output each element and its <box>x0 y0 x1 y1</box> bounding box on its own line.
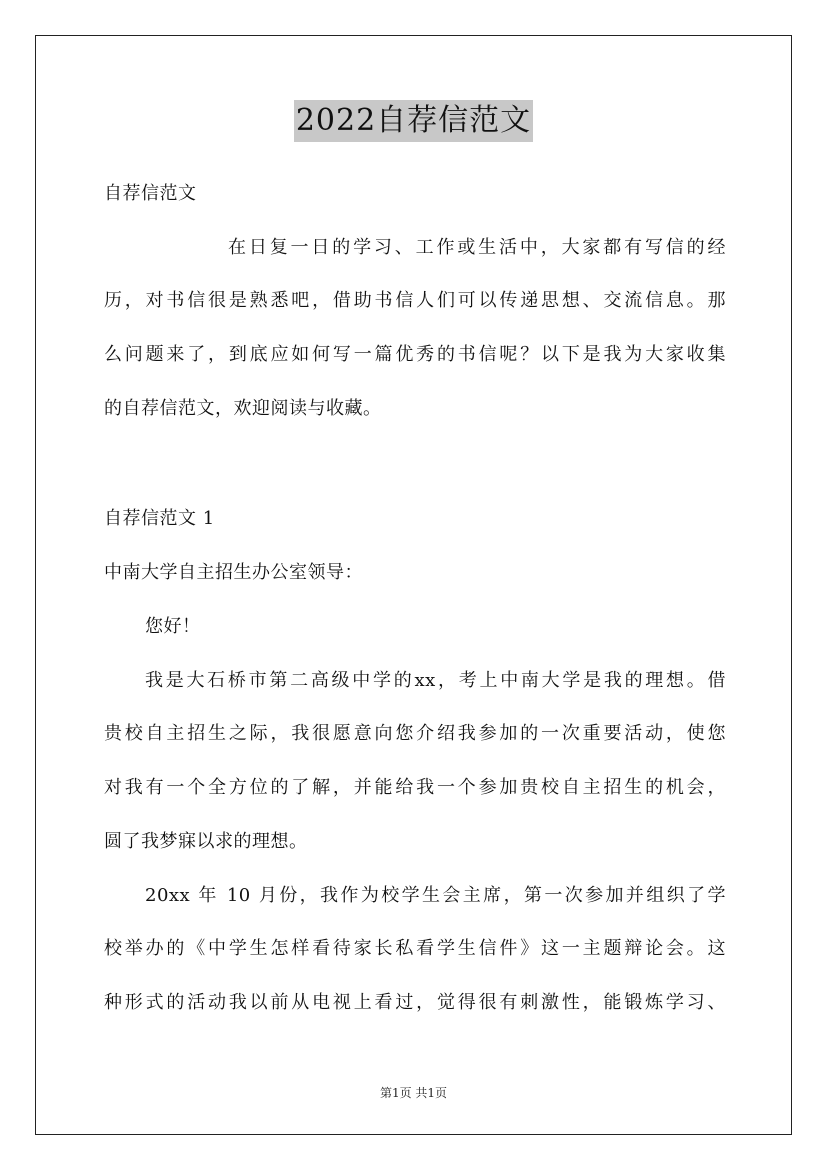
para1-line-3: 对我有一个全方位的了解，并能给我一个参加贵校自主招生的机会， <box>104 777 726 798</box>
title-container <box>0 100 827 142</box>
section-heading: 自荐信范文 1 <box>104 508 215 529</box>
page-footer: 第1页 共1页 <box>379 1086 448 1100</box>
para2-line-3: 种形式的活动我以前从电视上看过，觉得很有刺激性，能锻炼学习、 <box>104 992 726 1013</box>
intro-line-3: 么问题来了，到底应如何写一篇优秀的书信呢？以下是我为大家收集 <box>104 344 726 365</box>
para2-line-1: 20xx 年 10 月份，我作为校学生会主席，第一次参加并组织了学 <box>145 885 726 906</box>
para1-line-4: 圆了我梦寐以求的理想。 <box>104 831 308 852</box>
para1-line-2: 贵校自主招生之际，我很愿意向您介绍我参加的一次重要活动，使您 <box>104 723 726 744</box>
intro-line-4: 的自荐信范文，欢迎阅读与收藏。 <box>104 398 382 419</box>
para1-line-1: 我是大石桥市第二高级中学的xx，考上中南大学是我的理想。借 <box>145 670 726 691</box>
intro-line-1: 在日复一日的学习、工作或生活中，大家都有写信的经 <box>228 237 726 258</box>
letter-salutation: 中南大学自主招生办公室领导： <box>104 562 363 583</box>
para2-line-2: 校举办的《中学生怎样看待家长私看学生信件》这一主题辩论会。这 <box>104 938 726 959</box>
document-subtitle: 自荐信范文 <box>104 183 197 204</box>
intro-line-2: 历，对书信很是熟悉吧，借助书信人们可以传递思想、交流信息。那 <box>104 290 726 311</box>
letter-greeting: 您好！ <box>145 616 201 637</box>
document-title: 2022自荐信范文 <box>294 100 533 142</box>
